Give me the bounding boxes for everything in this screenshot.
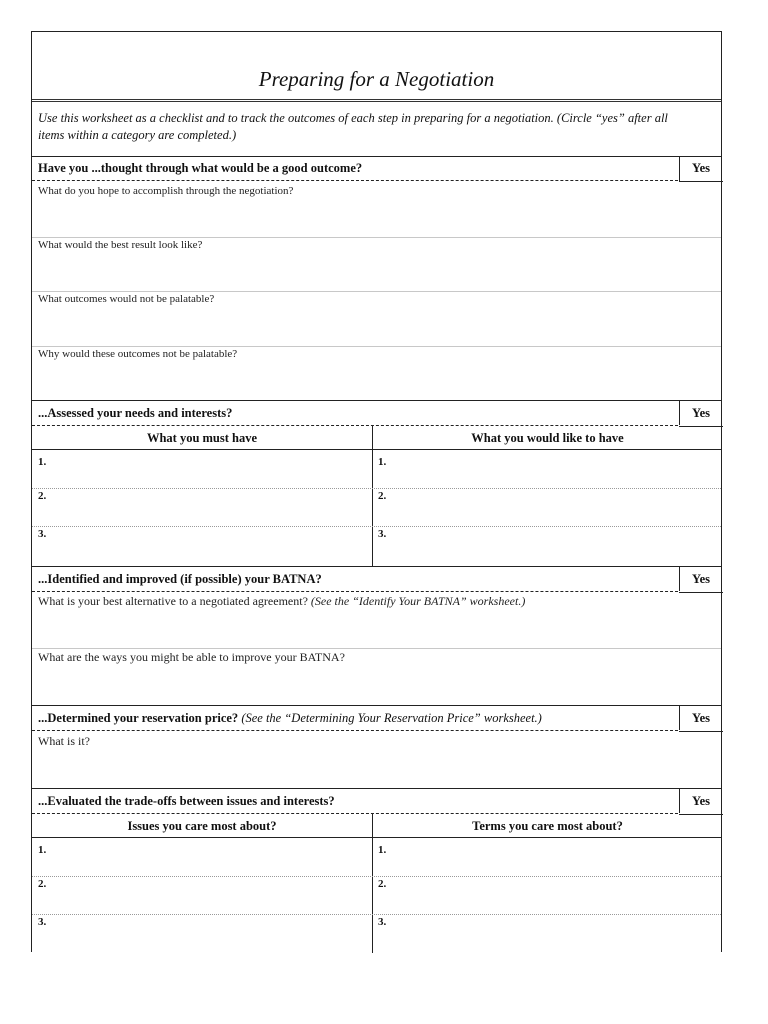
list-number: 1. [378, 456, 387, 468]
section4-question: What is it? [38, 734, 90, 748]
section1-yes[interactable]: Yes [691, 161, 711, 175]
section3-yes[interactable]: Yes [691, 572, 711, 586]
divider [679, 731, 723, 732]
divider [32, 449, 721, 450]
section2-heading: ...Assessed your needs and interests? [38, 406, 233, 420]
section1-question: What would the best result look like? [38, 239, 203, 251]
divider [32, 914, 721, 915]
page-title: Preparing for a Negotiation [258, 67, 495, 91]
intro-text: Use this worksheet as a checklist and to track the outcomes of each step in preparing for a negotiation. (Circle “yes” after all items within a category are completed.) [38, 111, 668, 142]
section1-question: Why would these outcomes not be palatable? [38, 348, 238, 360]
list-number: 3. [38, 916, 47, 928]
dashed-divider [32, 591, 678, 592]
list-number: 2. [38, 878, 47, 890]
list-number: 1. [378, 844, 387, 856]
list-number: 3. [378, 916, 387, 928]
divider [679, 814, 723, 815]
dashed-divider [32, 813, 678, 814]
divider [32, 526, 721, 527]
divider [32, 876, 721, 877]
section3-question-improve: What are the ways you might be able to improve your BATNA? [38, 650, 345, 664]
list-number: 1. [38, 456, 47, 468]
section1-question: What outcomes would not be palatable? [38, 293, 215, 305]
section4-heading-note: (See the “Determining Your Reservation Price” worksheet.) [241, 711, 542, 725]
dashed-divider [32, 730, 678, 731]
list-number: 2. [378, 878, 387, 890]
divider [32, 648, 721, 649]
section1-question: What do you hope to accomplish through the negotiation? [38, 185, 294, 197]
list-number: 2. [38, 490, 47, 502]
divider [32, 291, 721, 292]
dashed-divider [32, 180, 678, 181]
divider [32, 488, 721, 489]
column-header-must-have: What you must have [146, 431, 258, 445]
section4-heading-text: ...Determined your reservation price? [38, 711, 239, 725]
title-box [32, 32, 721, 102]
divider [679, 592, 723, 593]
divider [32, 837, 721, 838]
divider [32, 156, 721, 157]
list-number: 2. [378, 490, 387, 502]
column-header-like-to-have: What you would like to have [471, 431, 624, 445]
section3-question-batna [38, 594, 525, 609]
divider [32, 346, 721, 347]
worksheet [31, 31, 722, 952]
batna-worksheet-note: (See the “Identify Your BATNA” worksheet.) [310, 594, 526, 608]
section3-heading: ...Identified and improved (if possible) your BATNA? [38, 572, 322, 586]
column-header-terms: Terms you care most about? [472, 819, 623, 833]
section1-heading: Have you ...thought through what would be a good outcome? [38, 161, 363, 175]
dashed-divider [32, 425, 678, 426]
divider [32, 566, 721, 567]
section4-yes[interactable]: Yes [691, 711, 711, 725]
divider [679, 181, 723, 182]
divider [32, 237, 721, 238]
section5-heading: ...Evaluated the trade-offs between issues and interests? [38, 794, 335, 808]
list-number: 3. [378, 528, 387, 540]
divider [679, 426, 723, 427]
column-header-issues: Issues you care most about? [127, 819, 277, 833]
divider [32, 400, 721, 401]
divider [32, 705, 721, 706]
list-number: 3. [38, 528, 47, 540]
column-divider [372, 426, 373, 566]
divider [32, 788, 721, 789]
section4-heading [38, 711, 542, 726]
section2-yes[interactable]: Yes [691, 406, 711, 420]
section5-yes[interactable]: Yes [691, 794, 711, 808]
column-divider [372, 814, 373, 953]
batna-question-text: What is your best alternative to a negotiated agreement? [38, 594, 308, 608]
list-number: 1. [38, 844, 47, 856]
